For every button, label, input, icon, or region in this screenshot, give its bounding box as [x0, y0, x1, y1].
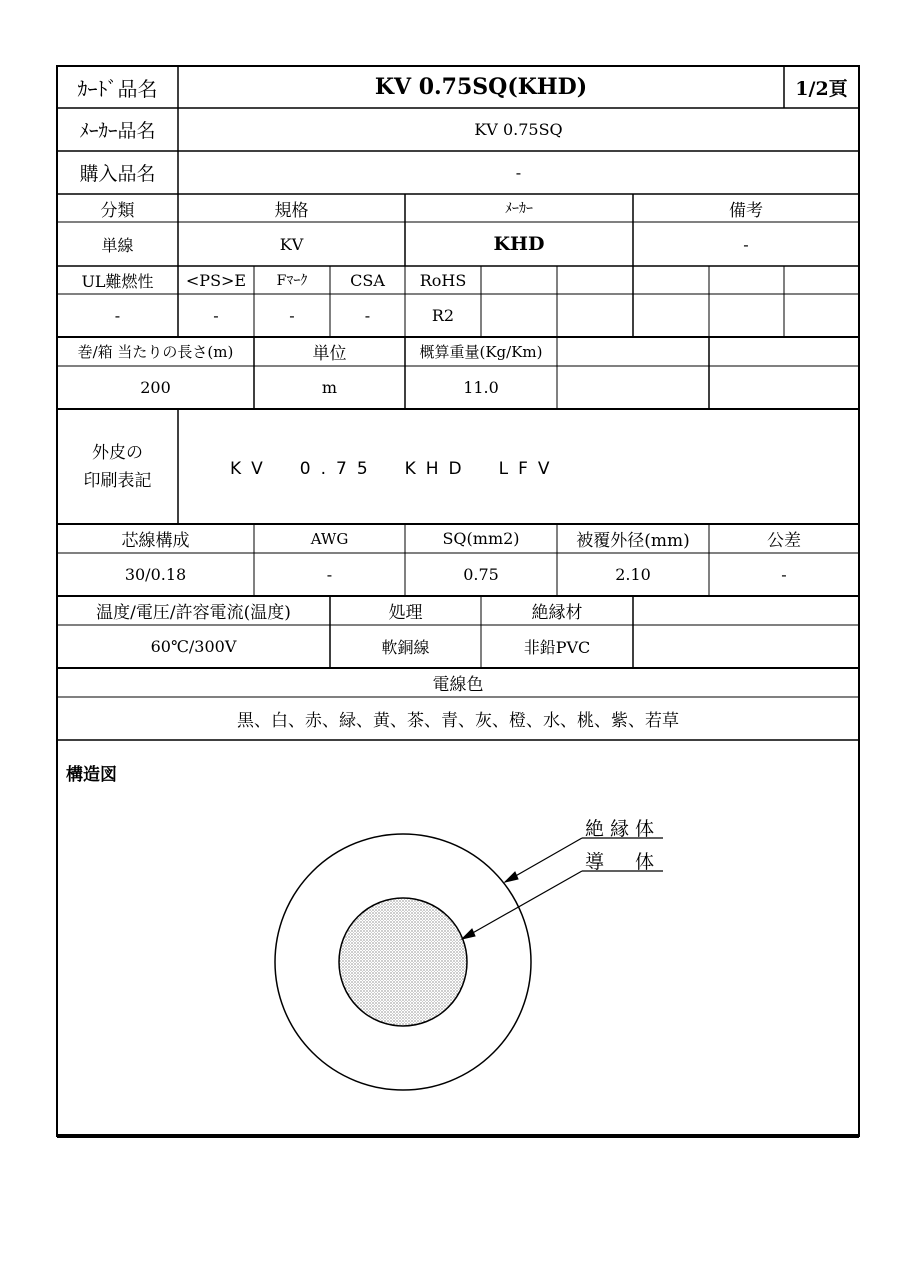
classification-value: 単線 — [101, 235, 134, 255]
insulation-callout: 絶縁体 — [585, 818, 661, 840]
sq-header: SQ(mm2) — [442, 529, 520, 548]
length-per-reel-header: 巻/箱 当たりの長さ(m) — [77, 343, 234, 361]
rohs-value: R2 — [431, 306, 455, 325]
wire-color-header: 電線色 — [432, 675, 484, 695]
treatment-header: 処理 — [388, 603, 423, 623]
awg-value: - — [326, 565, 333, 584]
remarks-value: - — [743, 234, 749, 254]
insulation-material-value: 非鉛PVC — [523, 638, 591, 657]
outer-print-label-line1: 外皮の — [92, 442, 143, 463]
tolerance-value: - — [781, 565, 787, 584]
outer-diameter-value: 2.10 — [615, 565, 651, 584]
csa-value: - — [364, 306, 371, 325]
outer-print-label — [57, 409, 178, 524]
outer-diameter-header: 被覆外径(mm) — [576, 531, 690, 551]
unit-value: m — [321, 378, 338, 397]
treatment-value: 軟銅線 — [381, 638, 430, 657]
outer-print-value: KV 0.75 KHD LFV — [230, 459, 560, 479]
card-name-label: ｶｰﾄﾞ品名 — [77, 76, 158, 101]
awg-header: AWG — [310, 529, 349, 548]
weight-header: 概算重量(Kg/Km) — [419, 343, 543, 361]
purchase-name-label: 購入品名 — [79, 163, 156, 185]
structure-diagram-title: 構造図 — [66, 765, 117, 785]
unit-header: 単位 — [312, 344, 347, 364]
insulation-material-header: 絶縁材 — [531, 603, 583, 623]
pse-value: - — [213, 306, 219, 325]
standard-value: KV — [279, 234, 304, 254]
conductor-callout: 導 体 — [585, 851, 661, 873]
ul-value: - — [114, 306, 121, 325]
csa-header: CSA — [350, 270, 385, 290]
page-number: 1/2頁 — [795, 77, 848, 100]
classification-header: 分類 — [100, 200, 135, 221]
rating-header: 温度/電圧/許容電流(温度) — [96, 603, 291, 623]
remarks-header: 備考 — [729, 200, 763, 221]
wire-color-value: 黒、白、赤、緑、黄、茶、青、灰、橙、水、桃、紫、若草 — [237, 711, 679, 731]
strand-construction-value: 30/0.18 — [124, 565, 187, 584]
card-name-value: KV 0.75SQ(KHD) — [374, 74, 588, 100]
rating-value: 60℃/300V — [150, 637, 237, 656]
strand-construction-header: 芯線構成 — [121, 531, 190, 551]
maker-value: KHD — [493, 233, 545, 255]
tolerance-header: 公差 — [767, 531, 801, 551]
length-per-reel-value: 200 — [140, 378, 171, 397]
maker-name-label: ﾒｰｶｰ品名 — [79, 120, 156, 142]
f-mark-header: Fﾏｰｸ — [276, 273, 308, 289]
rohs-header: RoHS — [419, 270, 467, 290]
outer-print-label-line2: 印刷表記 — [83, 470, 152, 491]
pse-header: <PS>E — [185, 270, 247, 290]
standard-header: 規格 — [274, 200, 309, 221]
ul-header: UL難燃性 — [81, 271, 154, 291]
weight-value: 11.0 — [463, 378, 499, 397]
f-mark-value: - — [289, 306, 295, 325]
sq-value: 0.75 — [463, 565, 499, 584]
purchase-name-value: - — [515, 163, 522, 182]
maker-header: ﾒｰｶｰ — [505, 201, 533, 217]
maker-name-value: KV 0.75SQ — [474, 120, 563, 139]
